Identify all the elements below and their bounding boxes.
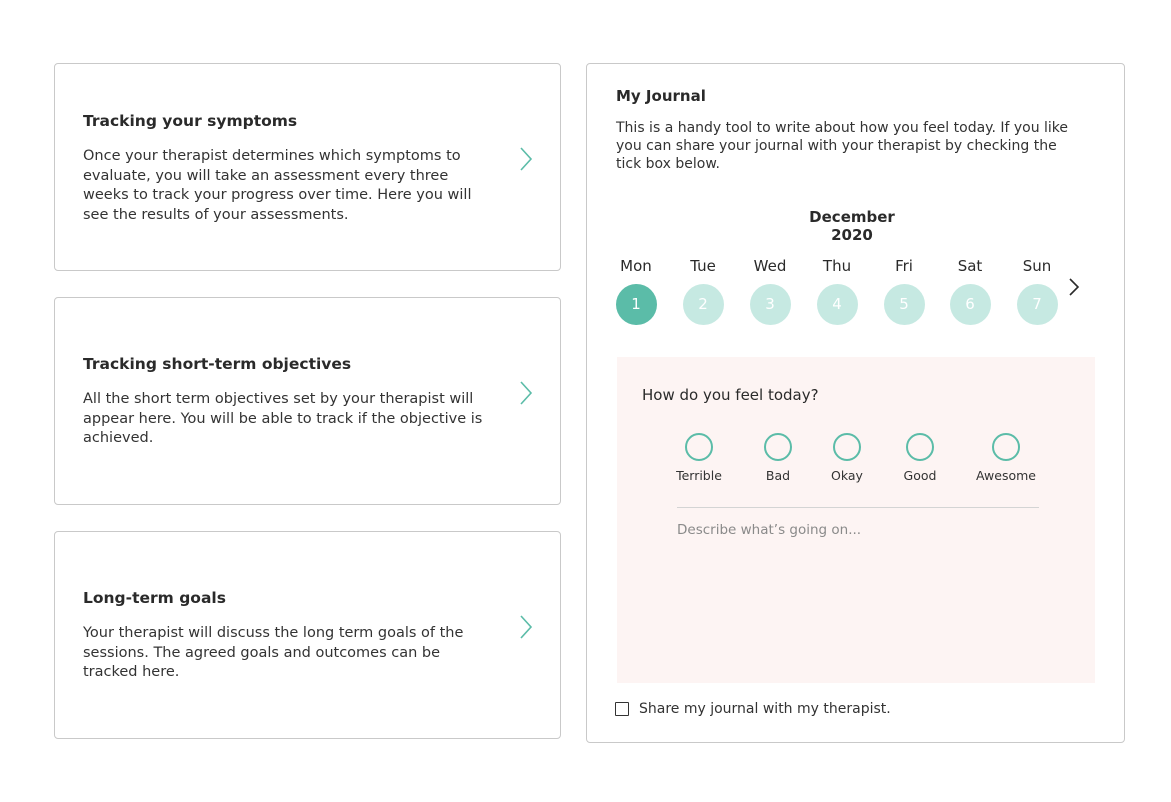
share-label: Share my journal with my therapist. [639, 701, 891, 717]
mood-radio-icon [992, 433, 1020, 461]
next-week-chevron-icon[interactable] [1067, 276, 1081, 298]
chevron-right-icon[interactable] [518, 380, 534, 406]
day-name: Sun [1022, 257, 1052, 275]
card-description: Once your therapist determines which symptoms to evaluate, you will take an assessment every three weeks to track your progress over time. Here you will see the results of your assessments. [83, 148, 472, 223]
mood-bad[interactable] [743, 433, 813, 483]
card-title: Tracking your symptoms [83, 112, 298, 130]
checkbox-icon[interactable] [615, 702, 629, 716]
journal-card [586, 63, 1125, 743]
day-name: Thu [822, 257, 852, 275]
day-number: 1 [616, 284, 657, 325]
day-mon[interactable] [615, 256, 657, 325]
mood-label: Bad [765, 468, 791, 483]
day-name: Mon [620, 257, 652, 275]
mood-radio-icon [833, 433, 861, 461]
day-number: 7 [1017, 284, 1058, 325]
day-number: 3 [750, 284, 791, 325]
card-description: Your therapist will discuss the long term goals of the sessions. The agreed goals and outcomes can be tracked here. [83, 625, 464, 680]
day-name: Wed [753, 257, 787, 275]
card-tracking-symptoms[interactable] [54, 63, 561, 271]
feeling-panel [617, 357, 1095, 683]
day-name: Tue [690, 257, 716, 275]
mood-radio-icon [685, 433, 713, 461]
day-number: 6 [950, 284, 991, 325]
card-description: All the short term objectives set by your therapist will appear here. You will be able to track if the objective is achieved. [83, 391, 483, 446]
journal-title: My Journal [616, 87, 706, 105]
day-name: Sat [957, 257, 983, 275]
day-name: Fri [895, 257, 913, 275]
mood-radio-icon [906, 433, 934, 461]
mood-radio-icon [764, 433, 792, 461]
chevron-right-icon[interactable] [518, 146, 534, 172]
card-long-term-goals[interactable] [54, 531, 561, 739]
divider [677, 507, 1039, 508]
day-number: 4 [817, 284, 858, 325]
day-sat[interactable] [949, 256, 991, 325]
mood-okay[interactable] [812, 433, 882, 483]
card-short-term-objectives[interactable] [54, 297, 561, 505]
mood-label: Okay [831, 468, 863, 483]
chevron-right-icon[interactable] [518, 614, 534, 640]
day-tue[interactable] [682, 256, 724, 325]
journal-entry-input[interactable] [674, 522, 1050, 662]
card-title: Tracking short-term objectives [83, 355, 352, 373]
mood-good[interactable] [885, 433, 955, 483]
journal-description: This is a handy tool to write about how you feel today. If you like you can share your journal with your therapist by checking the tick box below. [616, 120, 1069, 172]
day-thu[interactable] [816, 256, 858, 325]
day-wed[interactable] [749, 256, 791, 325]
mood-awesome[interactable] [971, 433, 1041, 483]
mood-label: Terrible [676, 468, 722, 483]
day-number: 2 [683, 284, 724, 325]
mood-terrible[interactable] [664, 433, 734, 483]
mood-label: Good [903, 468, 937, 483]
day-fri[interactable] [883, 256, 925, 325]
day-sun[interactable] [1016, 256, 1058, 325]
mood-label: Awesome [976, 468, 1036, 483]
card-title: Long-term goals [83, 589, 226, 607]
feeling-question: How do you feel today? [642, 386, 819, 404]
day-number: 5 [884, 284, 925, 325]
share-journal-option[interactable] [615, 701, 891, 717]
month-label: December 2020 [809, 208, 895, 244]
